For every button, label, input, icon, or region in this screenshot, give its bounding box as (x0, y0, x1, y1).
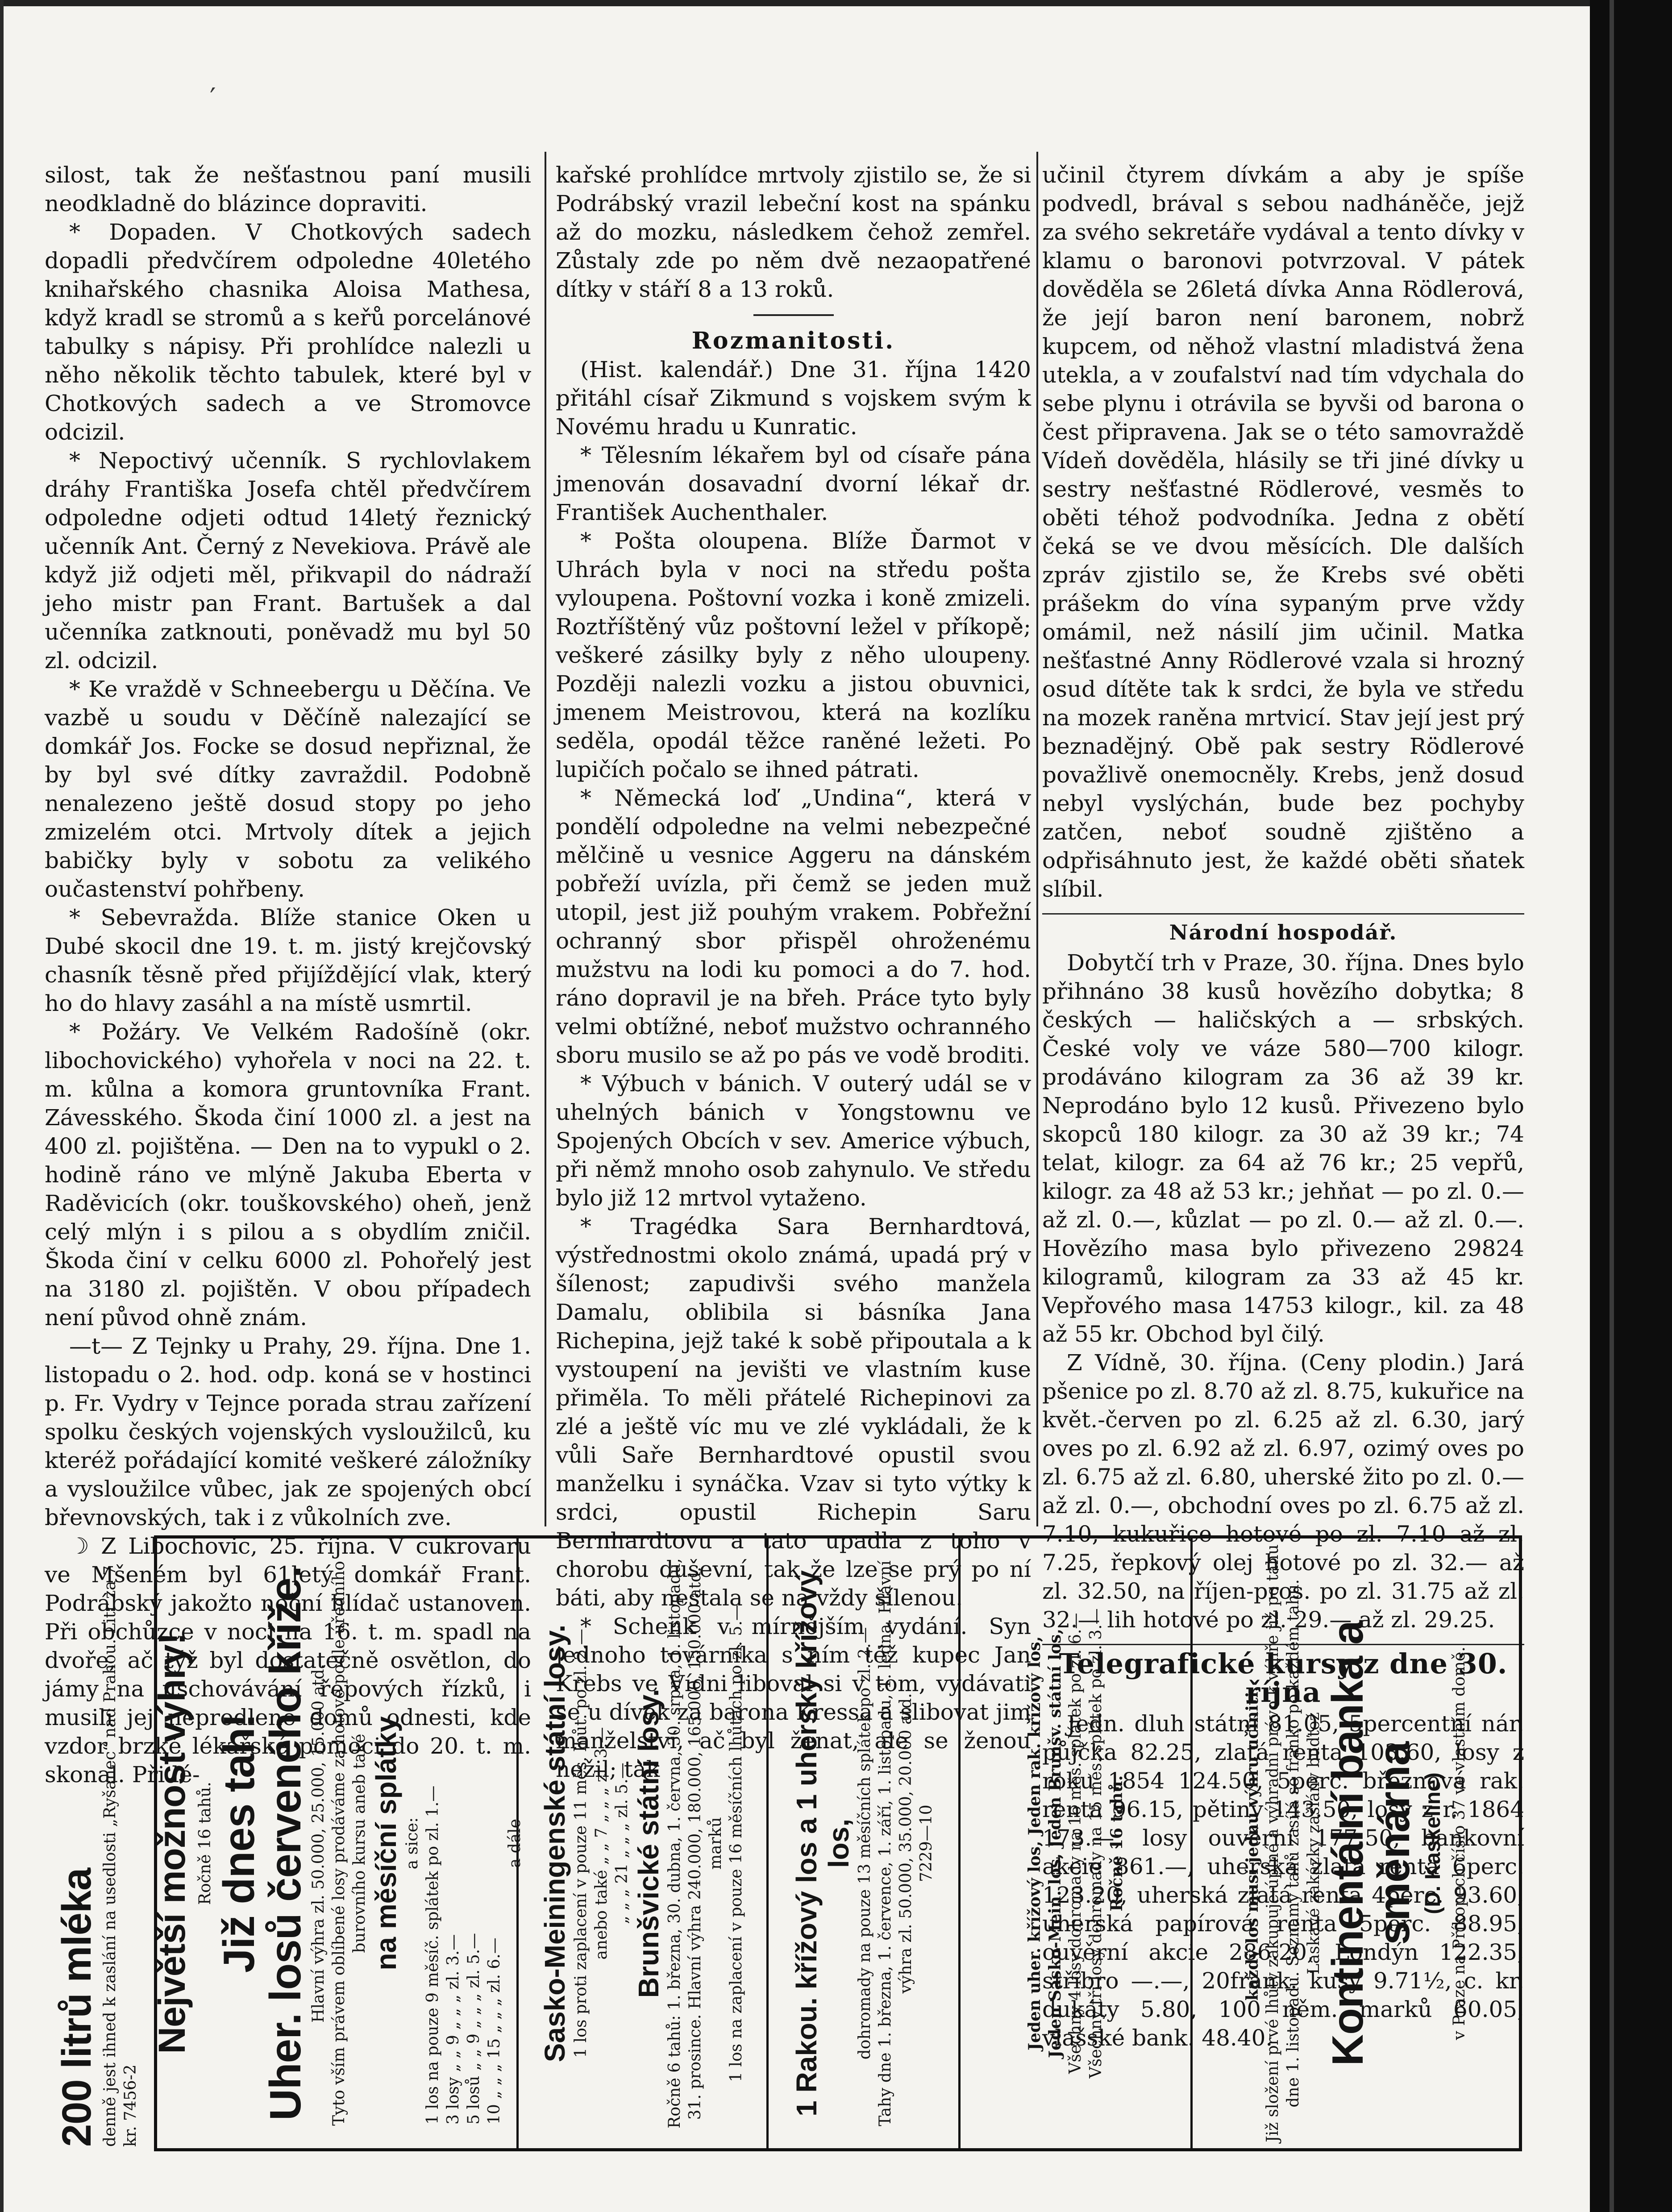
article-paragraph: Dobytčí trh v Praze, 30. října. Dnes bylo přihnáno 38 kusů hovězího dobytka; 8 českých — haličských a — srbských. České voly ve váze 580—700 kilogr. prodáváno kilogram za 36 až 39 kr. Neprodáno bylo 12 kusů. Přivezeno bylo skopců 180 kilogr. za 30 až 39 kr.; 74 telat, kilogr. za 64 až 76 kr.; 25 vepřů, kilogr. za 48 až 53 kr.; jehňat — po zl. 0.— až zl. 0.—, kůzlat — po zl. 0.— až zl. 0.—. Hovězího masa bylo přivezeno 29824 kilogramů, kilogram za 33 až 45 kr. Vepřového masa 14753 kilogr., kil. za 48 až 55 kr. Obchod byl čilý. (1042, 950, 1524, 1347)
article-paragraph: Z Vídně, 30. října. (Ceny plodin.) Jará pšenice po zl. 8.70 až zl. 8.75, kukuřice na květ.-červen po zl. 6.25 až zl. 6.30, jarý oves po zl. 6.92 až zl. 6.97, ozimý oves po zl. 6.75 až zl. 6.80, uherské žito po zl. 0.— až zl. 0.—, obchodní oves po zl. 6.75 až zl. 7.10, kukuřice hotové po zl. 7.10 až zl. 7.25, řepkový olej hotové po zl. 32.— až zl. 32.50, na říjen-pros. po zl. 31.75 až zl. 32.— lih hotové po zl. 29.— až zl. 29.25. (1042, 1350, 1524, 1633)
section-separator (753, 314, 834, 316)
ad-price-row: 5 losů „ „ 9 „ „ „ zl. 5.— (464, 1933, 483, 2125)
article-paragraph: * Požáry. Ve Velkém Radošíně (okr. libochovického) vyhořela v noci na 22. t. m. kůlna a komora gruntovníka Frant. Závesského. Škoda činí 1000 zl. a jest na 400 zl. pojištěna. — Den na to vypukl o 2. hodině ráno ve mlýně Jakuba Eberta v Raděvicích (okr. touškovského) oheň, jenž celý mlýn i s pilou a s obydlím zničil. Škoda činí v celku 6000 zl. Pohořelý jest na 3180 zl. pojištěn. V obou případech není původ ohně znám. (45, 1019, 531, 1331)
column-rule-1 (545, 152, 546, 1526)
ad-lot-bundles (961, 1538, 1193, 2148)
ad-red-cross-lots (150, 1538, 524, 2148)
ad-price-row: 10 „ „ „ 15 „ „ „ zl. 6.— (485, 1938, 503, 2125)
article-paragraph: * Výbuch v bánich. V outerý udál se v uhelných bánich v Yongstownu ve Spojených Obcích v sev. Americe výbuch, při němž mnoho osob zahynulo. Ve středu bylo již 12 mrtvol vytaženo. (556, 1071, 1031, 1211)
ad-bank-owner: (D. Kaskeline) (1421, 1772, 1445, 1914)
ad-text: Již složení prvé lhůty zakupuje úplné a výhradní právo k výhře již po tahu dne 1. listopadu. Seznamy tahů zasílá se franko po každém tahu. (1263, 1544, 1302, 2142)
telegraf-paragraph: Jedn. dluh státní 81.05, 5percentní nár. půjčka 82.25, zlatá renta 103.60, losy z roku 1854 124.50, 5perc. březnová rak. renta 96.15, pětiny 143.50, losy z r. 1864 173.—, losy ouvěrní 177.50, bankovní akcie 861.—, uherská zlatá renta 6perc. 123.20, uherská zlatá renta 4perc. 93.60, uherská papírová renta 5perc. 88.95, ouvěrní akcie 286.20, Londýn 122.35, stříbro —.—, 20frank. kusy 9.71½, c. kr. dukáty 5.80, 100 něm. marků 60.05, vlašské bank. 48.40. (1042, 1711, 1524, 2051)
article-paragraph: * Nepoctivý učenník. S rychlovlakem dráhy Františka Josefa chtěl předvčírem odpoledne odjeti odtud 14letý řeznický učenník Ant. Černý z Nevekiova. Právě ale když již odjeti měl, přikvapil do nádraží jeho mistr pan Frant. Bartušek a dal učenníka zatknouti, poněvadž mu byl 50 zl. odcizil. (45, 448, 531, 674)
scan-edge-right-inner (1610, 0, 1614, 2212)
article-paragraph: * Tragédka Sara Bernhardtová, výstřednostmi okolo známá, upadá prý v šílenost; zapudivši svého manžela Damalu, oblibila si básníka Jana Richepina, jejž také k sobě připoutala a k vystoupení na jevišti ve vlastním kuse přiměla. To měli přátelé Richepinovi za zlé a ještě víc mu ve zlé vykládali, že k vůli Saře Bernhardtové opustil svou manželku i synáčka. Vzav si tyto výtky k srdci, opustil Richepin Saru Bernhardtovu a tato upadla z toho v chorobu duševní, tak že lze se prý po ní báti, aby nestala se na vždy šílenou. (556, 1214, 1031, 1611)
ad-text: dohromady na pouze 13 měsíčních splátek po zl. 2.— (855, 1627, 874, 2060)
ad-headline: Největší možnost výhry! (150, 1633, 193, 2054)
article-paragraph: silost, tak že nešťastnou paní musili neodkladně do blázince dopraviti. (45, 162, 531, 216)
article-paragraph: * Sebevražda. Blíže stanice Oken u Dubé skocil dne 19. t. m. jistý krejčovský chasník těsně před přijíždějící vlak, který ho do hlavy zasáhl a na místě usmrtil. (45, 905, 531, 1016)
ad-price-row: 3 losy „ „ 9 „ „ „ zl. 3.— (444, 1934, 462, 2125)
advertisement-block (150, 1535, 1522, 2151)
article-paragraph: ☽ Z Libochovic, 25. října. V cukrovaru ve Mšeném byl 61letý domkář Frant. Podrábský jakožto noční hlídač ustanoven. Při obchůzce v noci na 16. t. m. spadl na dvoře, ač týž byl dostatečně osvětlon, do jámy na uschovávání řepových řízků, i musili jej neprodleně domů odnesti, kde vzdor brzké lékařské pomoci do 20. t. m. skonal. Při lé- (45, 1533, 531, 1788)
ad-text: a dále (505, 1818, 524, 1868)
ad-text: 1 los proti zaplacení v pouze 11 měs. lhůt. po zl. 2.— (571, 1629, 590, 2058)
ad-text: Ročně 16 tahů. (1107, 1775, 1126, 1912)
ad-title: Sasko-Meiningenské státní losy. (538, 1624, 571, 2062)
section-separator (1042, 913, 1524, 915)
section-heading-narodni-hospodar: Národní hospodář. (1169, 920, 1397, 944)
article-paragraph: * Pošta oloupena. Blíže Ďarmot v Uhrách byla v noci na středu pošta vyloupena. Poštovní vozka i koně zmizeli. Roztříštěný vůz poštovní ležel v příkopě; veškeré zásilky byly z něho uloupeny. Později nalezli vozku a jistou obuvnici, jmenem Meistrovou, která na kozlíku seděla, opodál těžce raněné ležeti. Po lupičích počalo se ihned pátrati. (556, 528, 1031, 782)
ad-text: Laskavé zakázky zašlány buďtež (1304, 1712, 1323, 1975)
ad-title: Brunšvické státní losy. (632, 1688, 665, 1998)
ad-text: Jeden uher. křížový los, Jeden rak. křížový los, (1025, 1636, 1044, 2051)
ad-price-row: 1 los na pouze 9 měsíč. splátek po zl. 1.— (423, 1785, 442, 2125)
article-paragraph: * Německá loď „Undina“, která v pondělí odpoledne na velmi nebezpečné mělčině u vesnice Aggeru na dánském pobřeží uvízla, při čemž se jeden muž utopil, jest již pouhým vrakem. Pobřežní ochranný sbor přispěl ohroženému mužstvu na lodi ku pomoci a do 7. hod. ráno dopravil je na břeh. Práce tyto byly velmi obtížné, neboť mužstvo ochranného sboru musilo se až po pás ve vodě broditi. (556, 785, 1031, 1068)
ad-code: 7229—10 (917, 1805, 936, 1882)
ad-text: Tyto vším právem oblíbené losy prodáváme za hotové podle úředního burovního kursu aneb také (329, 1561, 369, 2126)
ad-text: Všechny tři losy dohromady na 15 měs. splátek po zl. 3.— (1086, 1608, 1105, 2079)
article-paragraph: učinil čtyrem dívkám a aby je spíše podvedl, brával s sebou nadháněče, jejž za svého sekretáře vydával a tento dívky v klamu o baronovi potvrzoval. V pátek dověděla se 26letá dívka Anna Rödlerová, že její baron není baronem, nobrž kupcem, od něhož vlastní mladistvá žena utekla, a v zoufalství nad tím vdychala do sebe plynu i otrávila se byvši od barona o čest připravena. Jak se o této samovraždě Vídeň dověděla, hlásily se tři jiné dívky u sestry nešťastné Rödlerové, vesměs to oběti téhož podvodníka. Jedna z obětí čeká se ve dvou měsících. Dle dalších zpráv zjistilo se, že Krebs své oběti prášekm do vína sypaným prve vždy omámil, než násilí jim učinil. Matka nešťastné Anny Rödlerové vzala si hrozný osud dítěte tak k srdci, že byla ve středu na mozek raněna mrtvicí. Stav její jest prý beznadějný. Obě pak sestry Rödlerové považlivě onemocněly. Krebs, jenž dosud nebyl vyslýchán, bude bez pochyby zatčen, neboť soudně zjištěno a odpřisáhnuto jest, že každé oběti sňatek slíbil. (1042, 162, 1524, 902)
article-paragraph: (Hist. kalendář.) Dne 31. října 1420 přitáhl císař Zikmund s vojskem svým k Novému hradu u Kunratic. (556, 357, 1031, 440)
ad-subline: Ročně 16 tahů. (195, 1782, 214, 1905)
article-paragraph: * Tělesním lékařem byl od císaře pána jmenován dosavadní dvorní lékař dr. František Auchenthaler. (556, 442, 1031, 525)
telegraf-heading: Telegrafické kursy z dne 30. října (1059, 1647, 1508, 1709)
article-paragraph: * Ke vraždě v Schneebergu u Děčína. Ve vazbě u soudu v Děčíně nalezající se domkář Jos. Focke se dosud nepřiznal, že by byl své dítky zavraždil. Podobně nenalezeno ještě dosud stopy po jeho zmizelém otci. Mrtvoly dítek a jejich babičky byly v sobotu za velikého oučastenství pohřbeny. (45, 676, 531, 902)
ad-milk (45, 1535, 150, 2151)
ad-draw-today: Již dnes tah! (214, 1713, 263, 1973)
ad-milk-title: 200 litrů mléka (54, 1868, 100, 2147)
ad-bank-name: Kontinentální banka a směnárna (1323, 1621, 1418, 2066)
ad-continental-bank (1193, 1538, 1519, 2148)
ad-title: 1 Rakou. křížový los a 1 uherský křížový los, (790, 1570, 855, 2116)
ad-milk-text: denně jest ihned k zaslání na usedlosti „Ryšanec“ nad Prahou. Litr za 7 kr. 7456-2 (100, 1565, 140, 2147)
ad-text: anebo také „ „ 7 „ „ „ zl. 3.— (592, 1727, 611, 1960)
ad-text: Všechny 4 losy dohromady na 16 měs. splátek po zl. 6.— (1066, 1613, 1085, 2074)
ad-text: a sice: (403, 1817, 421, 1870)
ad-bank-address: v Praze na Příkopech číslo 37 ve vlastním domě. (1450, 1647, 1468, 2040)
ad-text: Ročně 6 tahů: 1. března, 30. dubna, 1. června, 30. srpna, 1. listopadu, 31. prosince. Hlavní výhra 240.000, 180.000, 165.000, 150.000 atd. marků (665, 1558, 725, 2129)
ad-text: Jeden Sasko-Mein. los, Jeden Brunšv. státní los, (1045, 1629, 1065, 2058)
scan-edge-top (0, 0, 1590, 6)
ad-text: Hlavní výhra zl. 50.000, 25.000, 15.000 atd. (309, 1664, 328, 2023)
ad-installments: na měsíční splátky (370, 1716, 402, 1971)
section-heading-rozmanitosti: Rozmanitosti. (691, 327, 895, 354)
article-paragraph: kařské prohlídce mrtvoly zjistilo se, že si Podrábský vrazil lebeční kost na spánku až do mozku, následkem čehož zemřel. Zůstaly zde po něm dvě nezaopatřené dítky v stáří 8 a 13 roků. (556, 162, 1031, 302)
ad-state-lots (519, 1538, 769, 2148)
ad-title: Uher. losů červeného kříže. (260, 1566, 310, 2121)
page-mark: ′ (210, 83, 216, 114)
scan-edge-left (0, 0, 4, 2212)
ad-text: každý los musí jednu výhru učiniti. (1243, 1686, 1262, 2001)
column-rule-2 (1036, 152, 1038, 1526)
ad-text: „ „ „ 21 „ „ „ zl. 5.— (612, 1763, 631, 1924)
article-paragraph: —t— Z Tejnky u Prahy, 29. října. Dne 1. listopadu o 2. hod. odp. koná se v hostinci p. Fr. Vydry v Tejnce porada strau zařízení spolku českých vojenských vysloužilců, ku kteréž pořádající komité veškeré záložníky a vysloužilce vůbec, jak ze spojených obcí břevnovských, tak i z vůkolních zve. (45, 1333, 531, 1530)
article-paragraph: * Schenk v mírnějším vydání. Syn jednoho továrníka s ním též kupec Jan Krebs ve Vídni liboval si v tom, vydávati se u dívek za barona Kressa a slibovat jim manželství, ač byl ženat, ale se ženou nežil; tak (556, 1613, 1031, 1782)
ad-text: Tahy dne 1. března, 1. července, 1. září, 1. listopadu, 1. ledna. Hlavní výhra zl. 50.000, 35.000, 20.000 atd. (876, 1560, 915, 2126)
scan-edge-right (1590, 0, 1672, 2212)
article-paragraph: * Dopaden. V Chotkových sadech dopadli předvčírem odpoledne 40letého knihařského chasnika Aloisa Mathesa, když kradl se stromů a s keřů porcelánové tabulky s nápisy. Při prohlídce nalezli u něho několik těchto tabulek, které byl v Chotkových sadech a ve Stromovce odcizil. (45, 219, 531, 445)
ad-cross-lots (769, 1538, 961, 2148)
ad-text: 1 los na zaplacení v pouze 16 měsíčních lhůtách po zl. 5.— (727, 1605, 745, 2082)
